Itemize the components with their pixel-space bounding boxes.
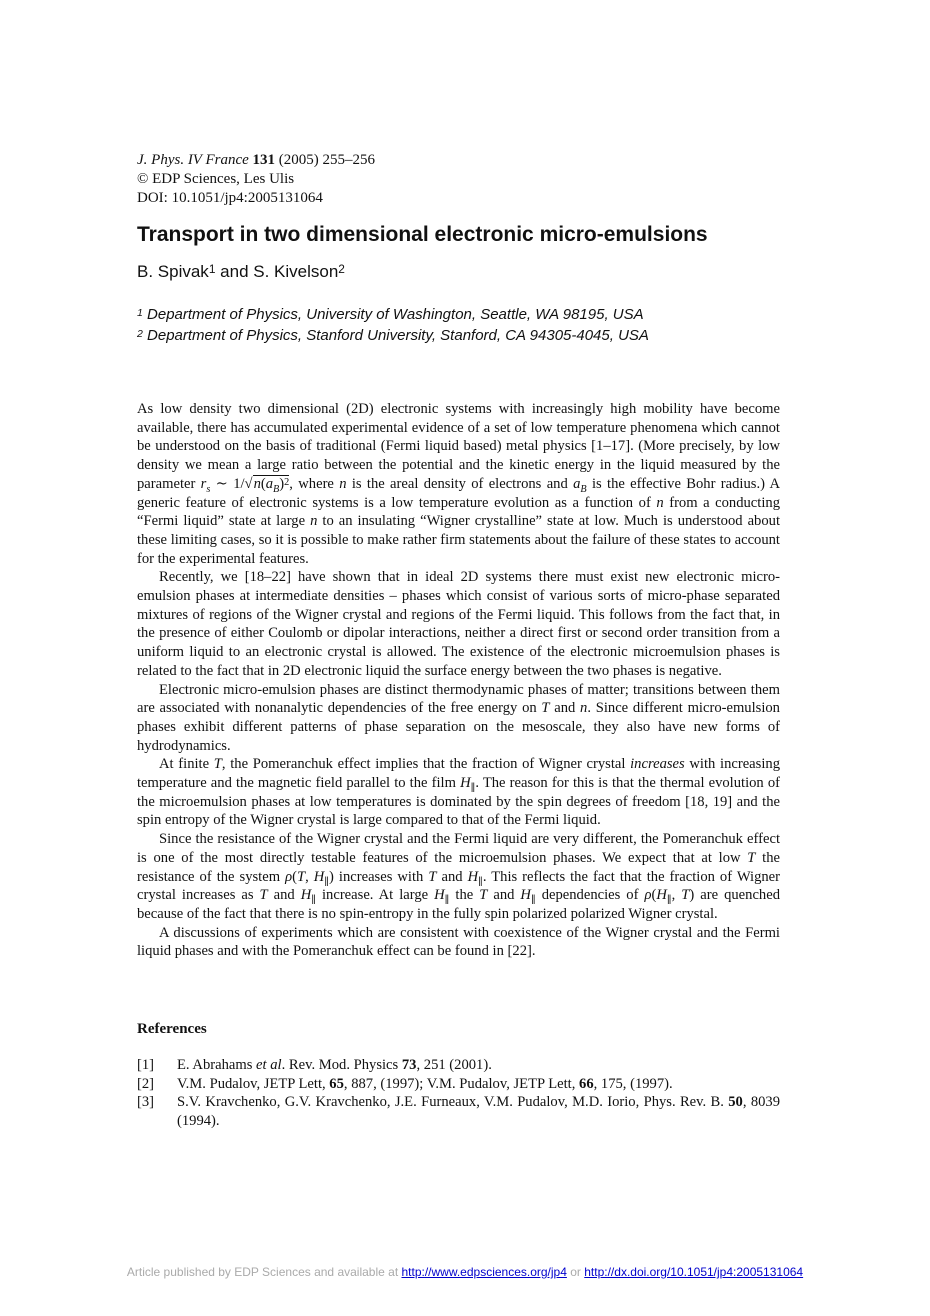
math-symbol: a xyxy=(265,475,274,492)
paragraph xyxy=(137,830,780,924)
footer-separator: or xyxy=(566,1265,585,1279)
math-symbol: , xyxy=(671,887,682,904)
math-symbol: , xyxy=(305,868,314,885)
journal-name: J. Phys. IV France xyxy=(137,152,249,168)
math-symbol: n xyxy=(580,700,588,717)
affiliations xyxy=(137,304,649,346)
reference-number: [2] xyxy=(137,1075,155,1092)
citation-pages: (2005) 255–256 xyxy=(275,152,376,168)
math-symbol: n xyxy=(253,475,261,492)
math-symbol: ( xyxy=(260,475,266,492)
author-list xyxy=(137,262,345,282)
math-symbol: T xyxy=(259,887,268,904)
reference-text xyxy=(177,1093,780,1130)
article-body xyxy=(137,400,780,961)
math-symbol: H xyxy=(300,887,312,904)
reference-item xyxy=(137,1056,780,1075)
doi-link[interactable]: http://dx.doi.org/10.1051/jp4:2005131064 xyxy=(584,1265,804,1279)
math-symbol: T xyxy=(296,868,306,885)
text-run: , the Pomeranchuk effect implies that the fraction of Wigner crystal xyxy=(221,756,631,773)
publisher-footer xyxy=(0,1265,930,1279)
math-subscript: ∥ xyxy=(470,782,476,794)
reference-item xyxy=(137,1075,780,1094)
author-affiliation-mark: 1 xyxy=(208,262,216,277)
math-subscript: ∥ xyxy=(478,876,483,888)
reference-volume: 66 xyxy=(579,1075,594,1092)
reference-text xyxy=(177,1075,780,1094)
author-affiliation-mark: 2 xyxy=(338,262,345,277)
text-run: is the effective Bohr radius.) A generic feature of electronic systems is a low temperature evolution as a function of xyxy=(137,475,781,511)
paragraph xyxy=(137,400,780,568)
math-symbol: H xyxy=(467,868,479,885)
reference-item xyxy=(137,1093,780,1130)
math-symbol: H xyxy=(434,887,445,904)
math-symbol: H xyxy=(313,868,325,885)
math-symbol: ρ xyxy=(644,887,652,904)
author-name: S. Kivelson xyxy=(253,262,339,281)
affiliation-text: Department of Physics, Stanford University, Stanford, CA 94305-4045, USA xyxy=(147,327,649,344)
math-superscript: 2 xyxy=(284,476,290,488)
math-subscript: s xyxy=(206,483,211,495)
text-run: with increasing temperature and the magnetic field parallel to the film xyxy=(137,756,780,792)
text-run: to an insulating “Wigner crystalline” state at low. Much is understood about these limiting cases, so it is possible to make rather firm statements about the failure of these states to account for the experimental features. xyxy=(137,513,780,567)
math-symbol: H xyxy=(656,887,667,904)
text-run: . Since different micro-emulsion phases exhibit different patterns of phase separation on the mesoscale, they also have new forms of hydrodynamics. xyxy=(137,700,780,754)
footer-text: Article published by EDP Sciences and available at xyxy=(126,1265,402,1279)
text-run: dependencies of xyxy=(535,887,645,904)
math-subscript: B xyxy=(580,483,587,495)
text-run: As low density two dimensional (2D) electronic systems with increasingly high mobility have become available, there has accumulated experimental evidence of a set of low temperature phenomena which cannot be understood on the basis of traditional (Fermi liquid based) metal physics [1–17]. (More precisely, by low density we mean a large ratio between the potential and the kinetic energy in the liquid measured by the parameter xyxy=(137,401,780,492)
author-separator: and xyxy=(215,262,254,281)
math-symbol: ( xyxy=(651,887,657,904)
text-run: increases with xyxy=(333,868,429,885)
text-run: and xyxy=(549,700,581,717)
math-symbol: ) xyxy=(689,887,695,904)
paragraph xyxy=(137,755,780,830)
reference-number: [1] xyxy=(137,1057,155,1073)
reference-volume: 50 xyxy=(728,1094,743,1110)
text-run: Electronic micro-emulsion phases are distinct thermodynamic phases of matter; transitions between them are associated with nonanalytic dependencies of the free energy on xyxy=(137,681,780,717)
emphasis: increases xyxy=(630,756,685,773)
copyright-line: © EDP Sciences, Les Ulis xyxy=(137,171,295,187)
math-symbol: a xyxy=(573,475,581,492)
math-sqrt-argument xyxy=(253,475,290,495)
text-run: is the areal density of electrons and xyxy=(346,475,574,492)
math-operator: ∼ 1/√ xyxy=(210,475,253,492)
text-run: . Rev. Mod. Physics xyxy=(281,1057,402,1073)
text-run: . This reflects the fact that the fraction of Wigner crystal increases as xyxy=(137,868,781,904)
emphasis: et al xyxy=(256,1057,282,1073)
reference-volume: 65 xyxy=(329,1075,344,1092)
text-run: , 175, (1997). xyxy=(593,1075,673,1092)
journal-volume: 131 xyxy=(252,152,276,168)
paragraph xyxy=(137,681,780,756)
affiliation xyxy=(137,304,649,325)
citation-line xyxy=(137,151,375,170)
doi-line: DOI: 10.1051/jp4:2005131064 xyxy=(137,190,323,206)
edpsciences-link[interactable]: http://www.edpsciences.org/jp4 xyxy=(401,1265,567,1279)
reference-text xyxy=(177,1056,780,1075)
text-run: and xyxy=(267,887,301,904)
text-run: S.V. Kravchenko, G.V. Kravchenko, J.E. Furneaux, V.M. Pudalov, M.D. Iorio, Phys. Rev. B. xyxy=(177,1094,729,1110)
paragraph: A discussions of experiments which are consistent with coexistence of the Wigner crystal and the Fermi liquid phases and with the Pomeranchuk effect can be found in [22]. xyxy=(137,924,780,960)
text-run: are quenched because of the fact that there is no spin-entropy in the fully spin polarized polarized Wigner crystal. xyxy=(137,887,781,922)
math-symbol: H xyxy=(520,887,531,904)
text-run: the resistance of the system xyxy=(137,849,780,885)
math-symbol: n xyxy=(339,475,347,492)
math-rs xyxy=(200,475,211,495)
math-symbol: ( xyxy=(292,868,297,885)
author-name: B. Spivak xyxy=(137,262,209,281)
math-symbol: T xyxy=(428,868,437,885)
text-run: , 251 (2001). xyxy=(416,1057,492,1073)
text-run: V.M. Pudalov, JETP Lett, xyxy=(177,1075,330,1092)
math-symbol: T xyxy=(479,887,488,904)
affiliation-mark: 2 xyxy=(137,327,143,340)
text-run: , 8039 (1994). xyxy=(177,1094,781,1129)
affiliation xyxy=(137,325,649,346)
math-subscript: ∥ xyxy=(444,895,450,907)
paragraph: Recently, we [18–22] have shown that in ideal 2D systems there must exist new electronic micro-emulsion phases at intermediate densities – phases which consist of various sorts of micro-phase separated mixtures of regions of the Wigner crystal and regions of the Fermi liquid. This follows from the fact that, in the presence of either Coulomb or dipolar interactions, neither a direct first or second order transition from a uniform liquid to an electronic crystal is allowed. The existence of the electronic microemulsion phases is related to the fact that in 2D electronic liquid the surface energy between the two phases is negative. xyxy=(137,569,780,679)
paper-title: Transport in two dimensional electronic micro-emulsions xyxy=(137,223,708,246)
text-run: increase. At large xyxy=(316,887,435,904)
math-symbol: ) xyxy=(329,868,334,885)
affiliation-mark: 1 xyxy=(137,306,143,319)
math-symbol: ρ xyxy=(285,868,293,885)
math-symbol: H xyxy=(460,775,471,792)
math-symbol: n xyxy=(310,513,318,530)
math-subscript: ∥ xyxy=(311,895,316,907)
math-subscript: B xyxy=(273,483,280,495)
math-symbol: T xyxy=(681,887,690,904)
math-symbol: ) xyxy=(279,475,285,492)
math-subscript: ∥ xyxy=(530,895,536,907)
journal-header xyxy=(137,151,375,208)
text-run: and xyxy=(487,887,521,904)
math-symbol: T xyxy=(747,849,756,866)
text-run: Since the resistance of the Wigner crystal and the Fermi liquid are very different, the Pomeranchuk effect is one of the most directly testable features of the microemulsion phases. We expect that at low xyxy=(137,831,780,866)
reference-number: [3] xyxy=(137,1094,155,1110)
reference-list xyxy=(137,1056,780,1130)
references-heading: References xyxy=(137,1021,207,1037)
math-symbol: T xyxy=(541,700,550,717)
text-run: At finite xyxy=(159,756,214,773)
math-subscript: ∥ xyxy=(324,876,330,888)
math-subscript: ∥ xyxy=(666,895,672,907)
text-run: . The reason for this is that the thermal evolution of the microemulsion phases at low temperatures is dominated by the spin degrees of freedom [18, 19] and the spin entropy of the Wigner crystal is large compared to that of the Fermi liquid. xyxy=(137,775,780,829)
text-run: , where xyxy=(289,475,340,492)
math-symbol: r xyxy=(200,475,207,492)
text-run: and xyxy=(436,868,468,885)
text-run: E. Abrahams xyxy=(177,1057,257,1073)
affiliation-text: Department of Physics, University of Washington, Seattle, WA 98195, USA xyxy=(147,306,644,323)
math-symbol: T xyxy=(213,756,222,773)
text-run: the xyxy=(449,887,480,904)
reference-volume: 73 xyxy=(401,1057,417,1073)
text-run: from a conducting “Fermi liquid” state at large xyxy=(137,494,780,530)
text-run: , 887, (1997); V.M. Pudalov, JETP Lett, xyxy=(343,1075,580,1092)
math-symbol: n xyxy=(656,494,664,511)
